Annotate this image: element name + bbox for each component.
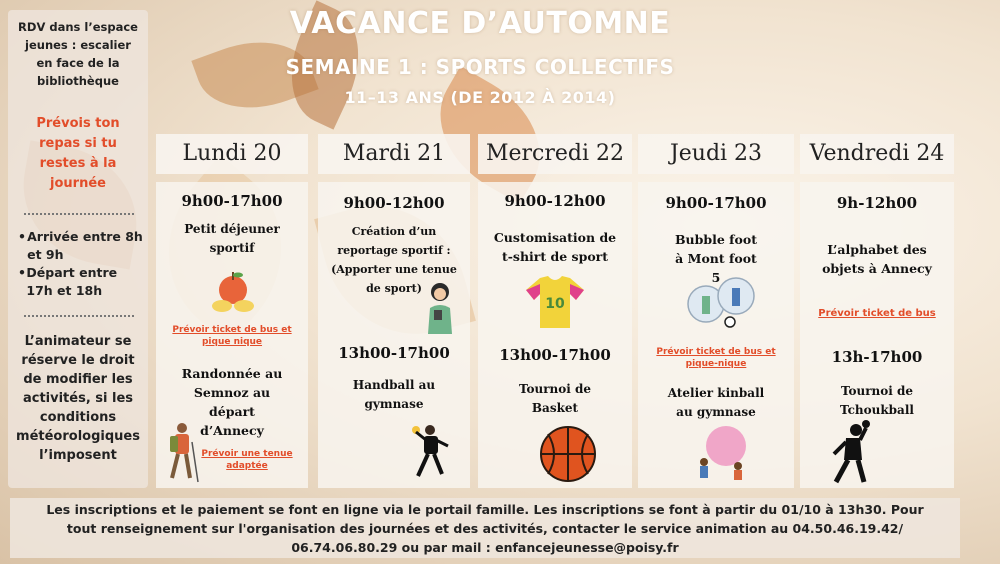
activity-afternoon: Handball au gymnase — [352, 378, 436, 411]
day-column-monday — [156, 182, 308, 488]
bullet-icon: • — [18, 265, 26, 280]
age-range: 11–13 ANS (DE 2012 À 2014) — [344, 88, 616, 107]
day-column-thursday — [638, 182, 794, 488]
day-column-wednesday — [478, 182, 632, 488]
handball-player-icon — [404, 420, 454, 482]
morning-time: 9h00-12h00 — [343, 194, 445, 212]
day-header-monday: Lundi 20 — [156, 134, 308, 174]
registration-footer — [10, 498, 960, 558]
divider — [24, 315, 134, 317]
afternoon-time: 13h00-17h00 — [338, 344, 450, 362]
clothing-note: Prévoir une tenue adaptée — [201, 449, 293, 471]
page-title: VACANCE D’AUTOMNE — [289, 6, 671, 41]
day-header-friday: Vendredi 24 — [800, 134, 954, 174]
activity-afternoon: Tournoi de Tchoukball — [840, 384, 914, 417]
activity-afternoon: Tournoi de Basket — [518, 382, 592, 415]
info-sidebar — [8, 10, 148, 488]
day-header-tuesday: Mardi 21 — [318, 134, 470, 174]
basketball-icon — [538, 424, 598, 484]
activity-morning: Création d’un reportage sportif : (Apporter une tenue de sport) — [331, 225, 457, 295]
activity-afternoon: Atelier kinball au gymnase — [667, 386, 765, 419]
meeting-point: RDV dans l’espace jeunes : escalier en face de la bibliothèque — [18, 20, 138, 88]
apple-icon — [208, 266, 258, 316]
svg-text:10: 10 — [545, 296, 565, 312]
tshirt-icon — [524, 274, 586, 330]
kinball-icon — [692, 422, 752, 482]
activity-morning: Petit déjeuner sportif — [184, 222, 280, 255]
weather-note: L’animateur se réserve le droit de modifier les activités, si les conditions météorologiques l’imposent — [16, 334, 140, 463]
bullet-icon: • — [18, 229, 26, 244]
lunch-note: Prévois ton repas si tu restes à la journée — [36, 116, 120, 191]
bubble-foot-icon — [686, 274, 758, 330]
tchoukball-player-icon — [826, 420, 876, 486]
activity-afternoon: Randonnée au Semnoz au départ d’Annecy — [181, 366, 283, 438]
day-column-tuesday — [318, 182, 470, 488]
arrival-time: Arrivée entre 8h et 9h — [27, 229, 143, 262]
day-column-friday — [800, 182, 954, 488]
activity-morning: Bubble foot à Mont foot 5 — [674, 232, 757, 285]
departure-time: Départ entre 17h et 18h — [26, 265, 118, 298]
morning-time: 9h-12h00 — [836, 194, 918, 212]
bus-ticket-note: Prévoir ticket de bus et pique-nique — [656, 347, 776, 369]
activity-morning: L’alphabet des objets à Annecy — [822, 242, 932, 276]
afternoon-time: 13h00-17h00 — [499, 346, 611, 364]
afternoon-time: 13h-17h00 — [831, 348, 923, 366]
divider — [24, 213, 134, 215]
morning-time: 9h00-17h00 — [665, 194, 767, 212]
morning-time: 9h00-17h00 — [181, 192, 283, 210]
morning-time: 9h00-12h00 — [504, 192, 606, 210]
page-subtitle: SEMAINE 1 : SPORTS COLLECTIFS — [285, 55, 675, 79]
schedule-list — [18, 228, 146, 300]
registration-info: Les inscriptions et le paiement se font en ligne via le portail famille. Les inscriptions se font à partir du 01/10 à 13h30. Pour tout renseignement sur l'organisation des journées et des activités, contacter le service animation au 04.50.46.19.42/ 06.74.06.80.29 ou par mail : enfancejeunesse@poisy.fr — [46, 502, 924, 555]
day-header-thursday: Jeudi 23 — [638, 134, 794, 174]
bus-ticket-note: Prévoir ticket de bus — [818, 308, 936, 319]
activity-morning: Customisation de t-shirt de sport — [493, 230, 617, 264]
bus-ticket-note: Prévoir ticket de bus et pique nique — [172, 325, 292, 347]
day-header-wednesday: Mercredi 22 — [478, 134, 632, 174]
reporter-icon — [420, 280, 460, 334]
